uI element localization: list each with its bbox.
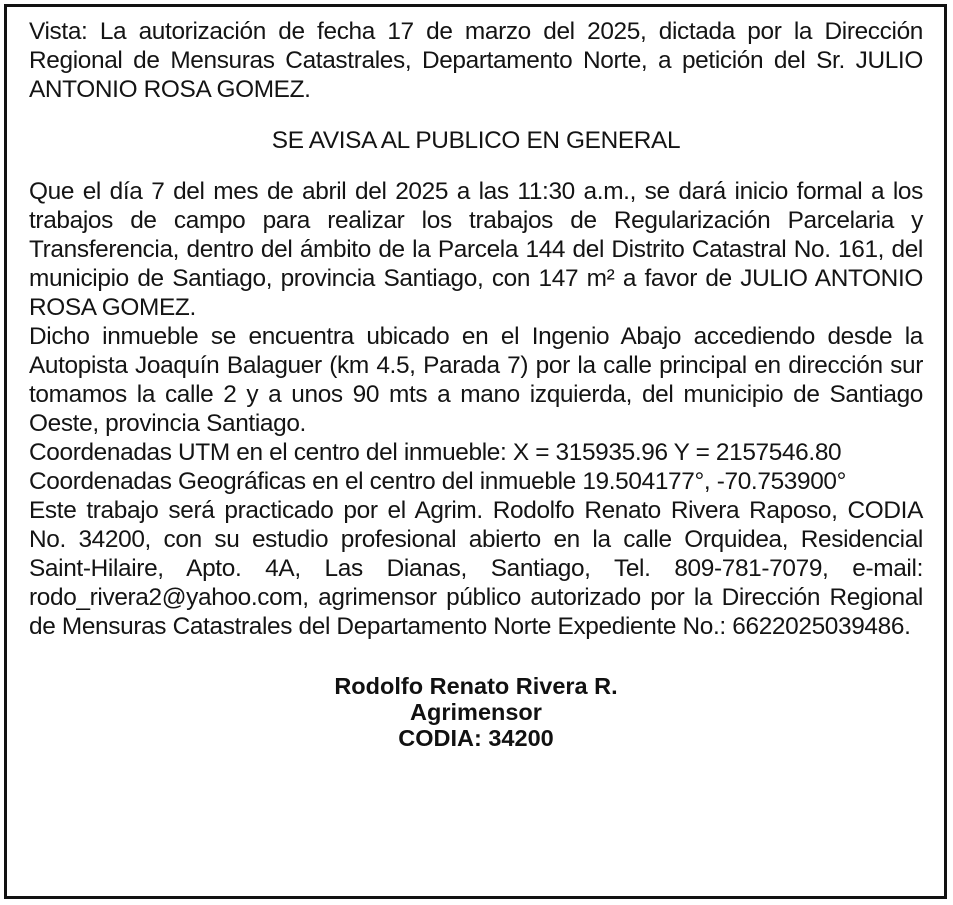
paragraph-work-start: Que el día 7 del mes de abril del 2025 a las 11:30 a.m., se dará inicio formal a los trabajos de campo para realizar los trabajos de Regularización Parcelaria y Transferencia, dentro del ámbito de la Parcela 144 del Distrito Catastral No. 161, del municipio de Santiago, provincia Santiago, con 147 m² a favor de JULIO ANTONIO ROSA GOMEZ. [29,178,923,321]
signature-codia: CODIA: 34200 [398,725,554,751]
paragraph-location: Dicho inmueble se encuentra ubicado en el Ingenio Abajo accediendo desde la Autopista Joaquín Balaguer (km 4.5, Parada 7) por la calle principal en dirección sur tomamos la calle 2 y a unos 90 mts a mano izquierda, del municipio de Santiago Oeste, provincia Santiago. [29,323,923,437]
paragraph-surveyor-details: Este trabajo será practicado por el Agrim. Rodolfo Renato Rivera Raposo, CODIA No. 34200, con su estudio profesional abierto en la calle Orquidea, Residencial Saint-Hilaire, Apto. 4A, Las Dianas, Santiago, Tel. 809-781-7079, e-mail: rodo_rivera2@yahoo.com, agrimensor público autorizado por la Dirección Regional de Mensuras Catastrales del Departamento Norte Expediente No.: 6622025039486. [29,497,923,640]
signature-name: Rodolfo Renato Rivera R. [334,673,618,699]
signature-title: Agrimensor [410,699,542,725]
notice-frame [4,4,947,899]
paragraph-utm-coordinates: Coordenadas UTM en el centro del inmueble: X = 315935.96 Y = 2157546.80 [29,439,842,466]
paragraph-geographic-coordinates: Coordenadas Geográficas en el centro del inmueble 19.504177°, -70.753900° [29,468,847,495]
notice-heading: SE AVISA AL PUBLICO EN GENERAL [271,127,681,154]
intro-paragraph: Vista: La autorización de fecha 17 de marzo del 2025, dictada por la Dirección Regional de Mensuras Catastrales, Departamento Norte, a petición del Sr. JULIO ANTONIO ROSA GOMEZ. [29,18,923,103]
notice-content [29,17,923,751]
signature-block [29,673,923,751]
